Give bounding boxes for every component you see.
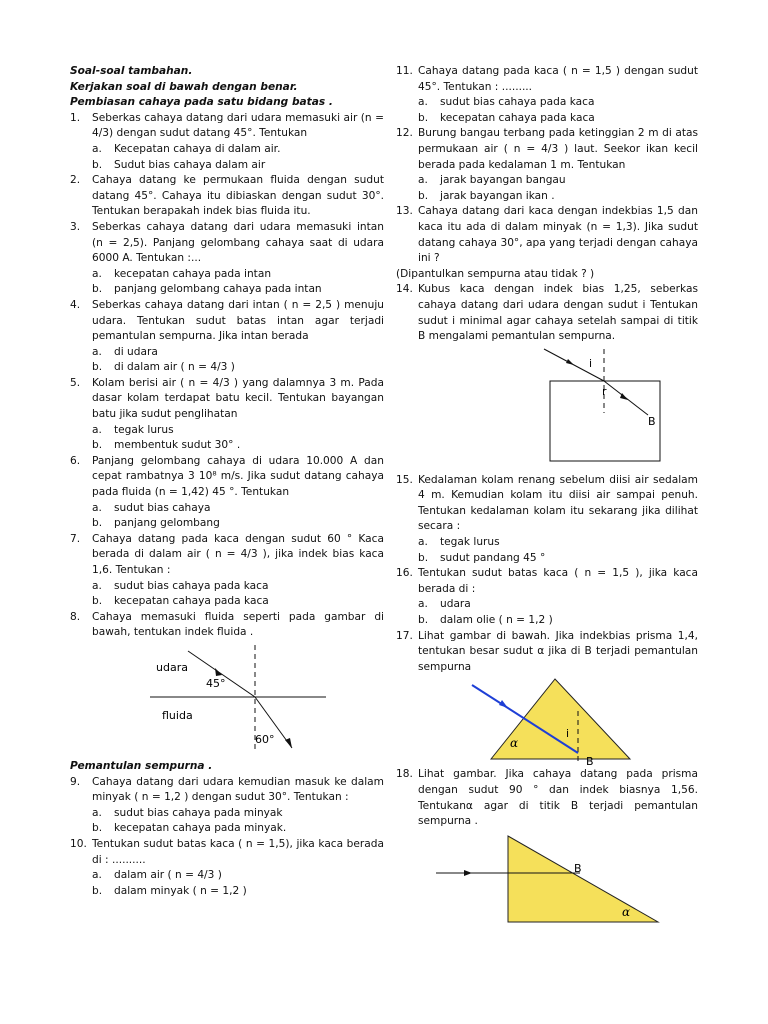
question-15: 15. Kedalaman kolam renang sebelum diisi air sedalam 4 m. Kemudian kolam itu diisi air sampai penuh. Tentukan kedalaman kolam itu sekarang jika dilihat secara : bbox=[396, 473, 698, 533]
question-4-option-b: b. di dalam air ( n = 4/3 ) bbox=[92, 361, 235, 374]
left-column bbox=[70, 64, 384, 899]
incident-ray bbox=[188, 651, 255, 697]
question-11-option-b: b. kecepatan cahaya pada kaca bbox=[418, 111, 595, 124]
question-1: 1. Seberkas cahaya datang dari udara memasuki air (n = 4/3) dengan sudut datang 45°. Tentukan bbox=[70, 111, 384, 140]
question-5: 5. Kolam berisi air ( n = 4/3 ) yang dalamnya 3 m. Pada dasar kolam terdapat batu kecil. Tentukan bayangan batu jika sudut penglihatan bbox=[70, 376, 384, 421]
label-alpha: α bbox=[510, 736, 519, 751]
ray-arrow-icon bbox=[464, 870, 472, 876]
question-3-option-b: b. panjang gelombang cahaya pada intan bbox=[92, 283, 322, 296]
question-3: 3. Seberkas cahaya datang dari udara memasuki intan (n = 2,5). Panjang gelombang cahaya saat di udara 6000 A. Tentukan :... bbox=[70, 220, 384, 265]
question-5-option-a: a. tegak lurus bbox=[92, 423, 174, 436]
question-18: 18. Lihat gambar. Jika cahaya datang pada prisma dengan sudut 90 ° dan indek biasnya 1,56. Tentukanα agar di titik B terjadi pemantulan sempurna . bbox=[396, 768, 698, 828]
label-angle-45: 45° bbox=[206, 676, 226, 690]
question-15-option-b: b. sudut pandang 45 ° bbox=[418, 551, 546, 564]
question-11: 11. Cahaya datang pada kaca ( n = 1,5 ) dengan sudut 45°. Tentukan : ......... bbox=[396, 65, 698, 93]
question-12-option-b: b. jarak bayangan ikan . bbox=[418, 189, 555, 202]
figure-18-prism bbox=[396, 830, 698, 926]
question-9-option-a: a. sudut bias cahaya pada minyak bbox=[92, 806, 283, 819]
incident-arrow-icon bbox=[566, 359, 574, 365]
question-7: 7. Cahaya datang pada kaca dengan sudut 60 ° Kaca berada di dalam air ( n = 4/3 ), jika indek bias kaca 1,6. Tentukan : bbox=[70, 532, 384, 576]
question-14: 14. Kubus kaca dengan indek bias 1,25, seberkas cahaya datang dari udara dengan sudut i Tentukan sudut i minimal agar cahaya setelah sampai di titik B mengalami pemantulan sempurna. bbox=[396, 283, 698, 343]
heading-pemantulan-sempurna: Pemantulan sempurna . bbox=[70, 759, 213, 772]
label-udara: udara bbox=[156, 660, 188, 674]
right-column bbox=[396, 64, 698, 926]
question-6-option-b: b. panjang gelombang bbox=[92, 517, 220, 530]
label-i: i bbox=[566, 727, 570, 741]
question-10: 10. Tentukan sudut batas kaca ( n = 1,5), jika kaca berada di : .......... bbox=[70, 837, 384, 866]
question-8: 8. Cahaya memasuki fluida seperti pada gambar di bawah, tentukan indek fluida . bbox=[70, 610, 384, 639]
label-B: B bbox=[574, 861, 582, 875]
question-6-option-a: a. sudut bias cahaya bbox=[92, 501, 211, 514]
question-13-note: (Dipantulkan sempurna atau tidak ? ) bbox=[396, 267, 595, 280]
question-4: 4. Seberkas cahaya datang dari intan ( n = 2,5 ) menuju udara. Tentukan sudut batas intan agar terjadi pemantulan sempurna. Jika intan berada bbox=[70, 298, 384, 343]
question-4-option-a: a. di udara bbox=[92, 345, 158, 358]
label-fluida: fluida bbox=[162, 708, 193, 722]
label-B: B bbox=[648, 414, 656, 428]
ray-arrow-icon bbox=[499, 700, 508, 708]
question-3-option-a: a. kecepatan cahaya pada intan bbox=[92, 267, 272, 280]
question-16-option-b: b. dalam olie ( n = 1,2 ) bbox=[418, 614, 553, 627]
question-10-option-b: b. dalam minyak ( n = 1,2 ) bbox=[92, 884, 247, 897]
incident-arrow-icon bbox=[215, 668, 222, 676]
label-angle-60: 60° bbox=[255, 732, 275, 746]
heading-instruction: Kerjakan soal di bawah dengan benar. bbox=[70, 80, 298, 93]
question-17: 17. Lihat gambar di bawah. Jika indekbias prisma 1,4, tentukan besar sudut α jika di B terjadi pemantulan sempurna bbox=[396, 629, 698, 673]
question-13: 13. Cahaya datang dari kaca dengan indekbias 1,5 dan kaca itu ada di dalam minyak (n = 1,3). Jika sudut datang cahaya 30°, apa yang terjadi dengan cahaya ini ? bbox=[396, 205, 698, 265]
question-12-option-a: a. jarak bayangan bangau bbox=[418, 174, 566, 187]
question-5-option-b: b. membentuk sudut 30° . bbox=[92, 439, 241, 452]
figure-14-cube bbox=[396, 345, 698, 473]
question-7-option-b: b. kecepatan cahaya pada kaca bbox=[92, 595, 269, 608]
question-7-option-a: a. sudut bias cahaya pada kaca bbox=[92, 579, 269, 592]
question-10-option-a: a. dalam air ( n = 4/3 ) bbox=[92, 869, 222, 882]
question-15-option-a: a. tegak lurus bbox=[418, 536, 500, 549]
question-1-option-a: a. Kecepatan cahaya di dalam air. bbox=[92, 142, 281, 155]
question-16-option-a: a. udara bbox=[418, 598, 471, 611]
question-9: 9. Cahaya datang dari udara kemudian masuk ke dalam minyak ( n = 1,2 ) dengan sudut 30°. Tentukan : bbox=[70, 775, 384, 804]
figure-17-prism bbox=[396, 675, 698, 767]
question-16: 16. Tentukan sudut batas kaca ( n = 1,5 ), jika kaca berada di : bbox=[396, 567, 698, 595]
question-2: 2. Cahaya datang ke permukaan fluida dengan sudut datang 45°. Cahaya itu dibiaskan dengan sudut 30°. Tentukan berapakah indek bias fluida itu. bbox=[70, 174, 384, 218]
question-6: 6. Panjang gelombang cahaya di udara 10.000 A dan cepat rambatnya 3 10⁸ m/s. Jika sudut datang cahaya pada fluida (n = 1,42) 45 °. Tentukan bbox=[70, 454, 384, 499]
question-12: 12. Burung bangau terbang pada ketinggian 2 m di atas permukaan air ( n = 4/3 ) laut. Seekor ikan kecil berada pada kedalaman 1 m. Tentukan bbox=[396, 127, 698, 171]
label-alpha: α bbox=[622, 904, 631, 919]
label-i: i bbox=[589, 356, 593, 370]
figure-8-refraction bbox=[70, 641, 384, 751]
yellow-right-prism bbox=[508, 836, 658, 922]
label-r: r bbox=[602, 384, 607, 398]
question-9-option-b: b. kecepatan cahaya pada minyak. bbox=[92, 822, 287, 835]
heading-pembiasan: Pembiasan cahaya pada satu bidang batas . bbox=[70, 96, 333, 109]
question-11-option-a: a. sudut bias cahaya pada kaca bbox=[418, 96, 595, 109]
label-B: B bbox=[586, 755, 594, 768]
question-1-option-b: b. Sudut bias cahaya dalam air bbox=[92, 158, 266, 171]
heading-soal-tambahan: Soal-soal tambahan. bbox=[70, 65, 193, 77]
